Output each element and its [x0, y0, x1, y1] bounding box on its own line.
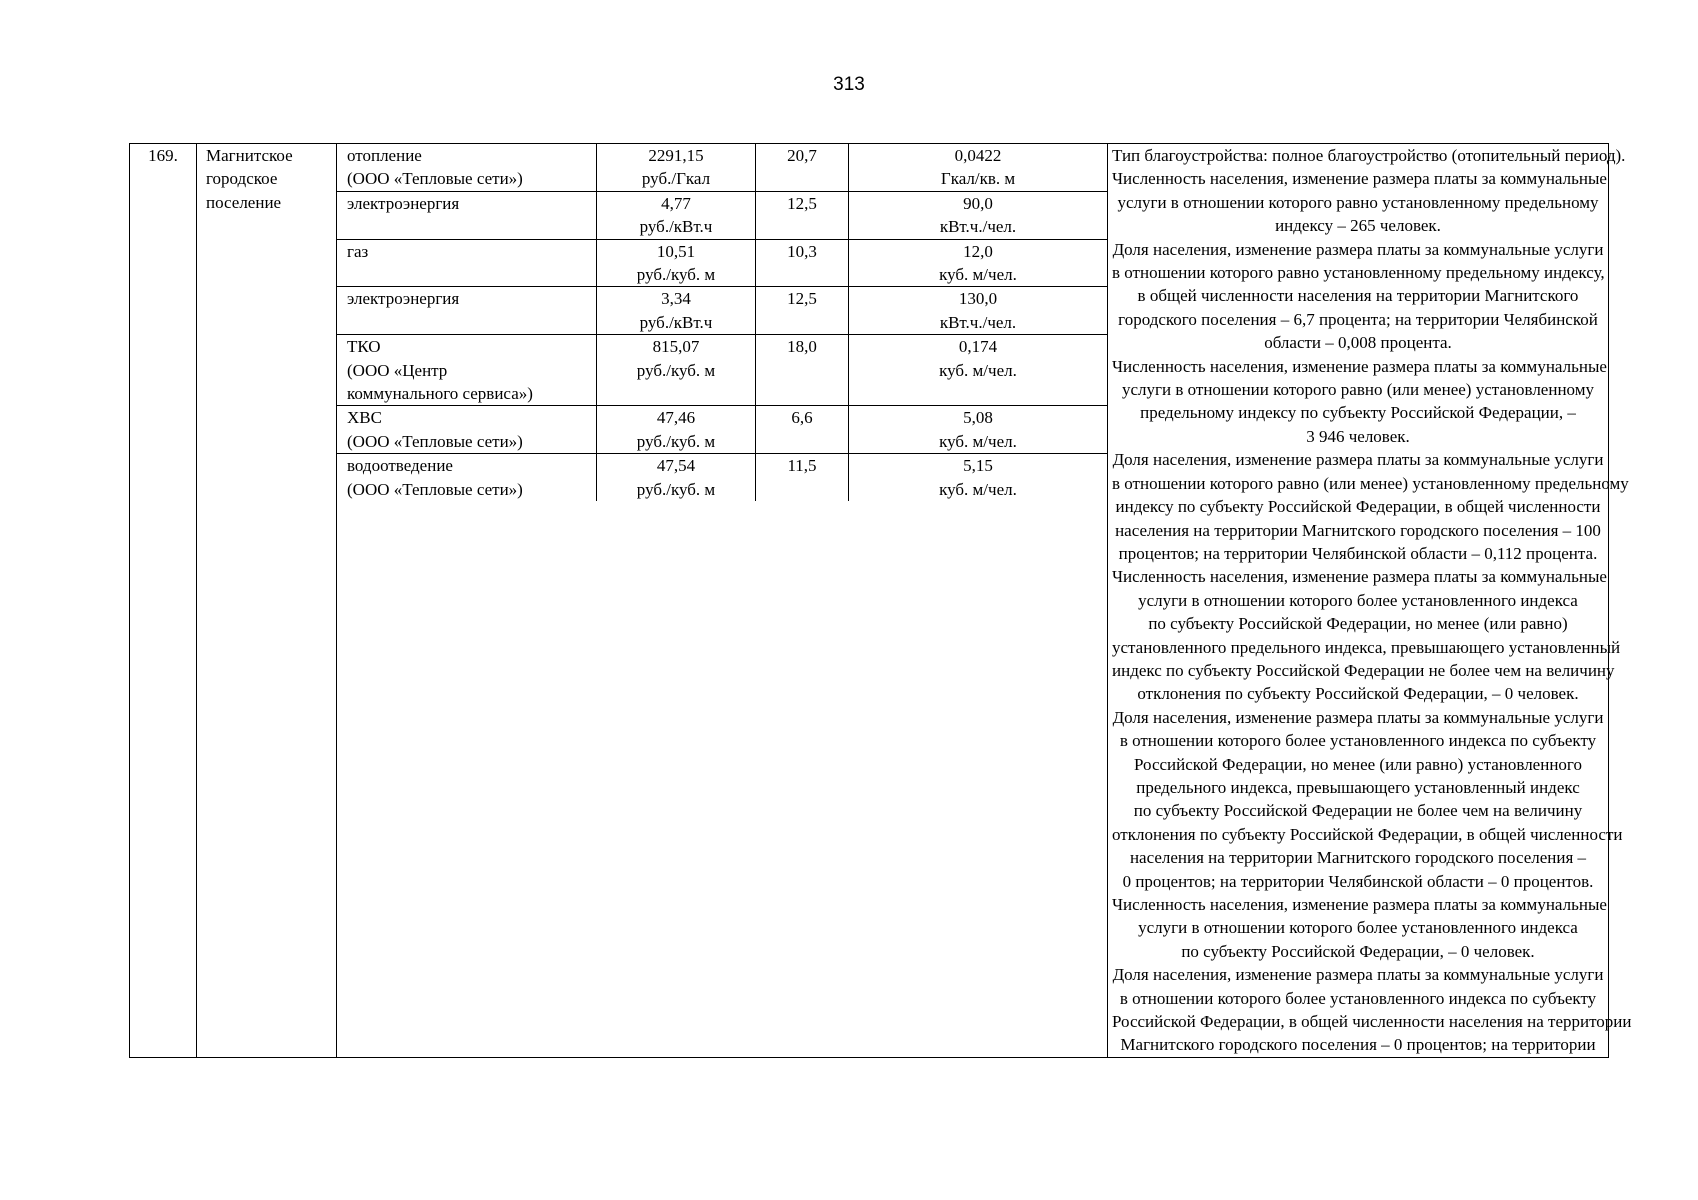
service-name-line: электроэнергия: [347, 289, 460, 309]
tariff-line: 10,51: [656, 241, 696, 261]
tariff-line: 47,46: [656, 408, 696, 428]
service-name-line: водоотведение: [347, 456, 453, 476]
consumption-volume-line: 90,0: [963, 193, 993, 213]
description-line: 3 946 человек.: [1306, 426, 1410, 446]
tariff-table: [129, 143, 1632, 1058]
description-line: процентов; на территории Челябинской области – 0,112 процента.: [1118, 543, 1598, 563]
description-line: в общей численности населения на территории Магнитского: [1137, 286, 1579, 306]
tariff-line: руб./кВт.ч: [639, 312, 713, 332]
page-number: 313: [833, 74, 865, 95]
consumption-volume: [849, 287, 1108, 335]
service-name-line: (ООО «Тепловые сети»): [347, 479, 523, 499]
consumption-volume-line: 5,15: [963, 456, 993, 476]
growth-percent-value: 12,5: [787, 193, 817, 213]
municipality-line: Магнитское: [206, 146, 293, 165]
tariff: [597, 287, 756, 335]
growth-percent: [756, 287, 849, 335]
services-cell: [337, 144, 1108, 1058]
growth-percent-value: 18,0: [787, 337, 817, 357]
consumption-volume: [849, 335, 1108, 406]
consumption-volume: [849, 144, 1108, 191]
municipality-line: городское: [206, 169, 278, 189]
tariff: [597, 335, 756, 406]
service-row: [337, 406, 1107, 454]
tariff: [597, 406, 756, 454]
tariff: [597, 191, 756, 239]
service-name-line: ХВС: [347, 408, 382, 428]
service-row: [337, 454, 1107, 501]
description-line: услуги в отношении которого более установленного индекса: [1138, 918, 1578, 938]
tariff: [597, 454, 756, 501]
tariff-line: 4,77: [661, 193, 691, 213]
description-line: в отношении которого равно (или менее) установленному предельному: [1112, 473, 1629, 493]
service-name-line: отопление: [347, 146, 422, 165]
growth-percent: [756, 144, 849, 191]
service-name: [337, 239, 597, 287]
service-name-line: коммунального сервиса»): [347, 384, 533, 404]
service-name-line: (ООО «Центр: [347, 360, 448, 380]
description-text: [1112, 144, 1632, 1057]
service-name-line: электроэнергия: [347, 193, 460, 213]
consumption-volume-line: 12,0: [963, 241, 993, 261]
growth-percent: [756, 239, 849, 287]
description-line: установленного предельного индекса, превышающего установленный: [1112, 637, 1621, 657]
service-row: [337, 287, 1107, 335]
description-line: отклонения по субъекту Российской Федерации, – 0 человек.: [1137, 684, 1579, 704]
service-name: [337, 287, 597, 335]
tariff-line: руб./куб. м: [636, 265, 716, 285]
service-row: [337, 239, 1107, 287]
description-line: городского поселения – 6,7 процента; на территории Челябинской: [1118, 309, 1598, 329]
description-line: услуги в отношении которого равно (или менее) установленному: [1122, 380, 1594, 400]
municipality-cell: [197, 144, 337, 1058]
tariff-line: 815,07: [652, 337, 700, 357]
description-line: индексу – 265 человек.: [1275, 216, 1441, 236]
tariff-line: 47,54: [656, 456, 696, 476]
description-line: индекс по субъекту Российской Федерации не более чем на величину: [1112, 660, 1615, 680]
service-name-line: ТКО: [347, 337, 381, 357]
description-line: области – 0,008 процента.: [1264, 333, 1452, 353]
description-line: населения на территории Магнитского городского поселения – 100: [1115, 520, 1601, 540]
service-row: [337, 335, 1107, 406]
tariff-line: руб./куб. м: [636, 360, 716, 380]
consumption-volume-line: 130,0: [958, 289, 998, 309]
description-line: Доля населения, изменение размера платы за коммунальные услуги: [1112, 239, 1604, 259]
description-line: отклонения по субъекту Российской Федерации, в общей численности: [1112, 824, 1623, 844]
municipality-line: поселение: [206, 192, 282, 212]
description-line: в отношении которого более установленного индекса по субъекту: [1119, 731, 1597, 751]
service-row: [337, 191, 1107, 239]
description-line: предельного индекса, превышающего установленный индекс: [1136, 777, 1580, 797]
description-line: 0 процентов; на территории Челябинской области – 0 процентов.: [1122, 871, 1594, 891]
growth-percent-value: 10,3: [787, 241, 817, 261]
description-line: Российской Федерации, в общей численности населения на территории: [1112, 1012, 1632, 1032]
services-table: [337, 144, 1107, 501]
description-line: Доля населения, изменение размера платы за коммунальные услуги: [1112, 965, 1604, 985]
consumption-volume: [849, 454, 1108, 501]
growth-percent: [756, 454, 849, 501]
description-line: по субъекту Российской Федерации не более чем на величину: [1133, 801, 1583, 821]
description-line: Магнитского городского поселения – 0 процентов; на территории: [1120, 1035, 1596, 1055]
description-line: Тип благоустройства: полное благоустройство (отопительный период).: [1112, 146, 1626, 165]
consumption-volume: [849, 406, 1108, 454]
growth-percent: [756, 335, 849, 406]
consumption-volume-line: 0,0422: [954, 146, 1002, 165]
service-row: [337, 144, 1107, 191]
description-line: населения на территории Магнитского городского поселения –: [1129, 848, 1587, 868]
consumption-volume: [849, 191, 1108, 239]
consumption-volume: [849, 239, 1108, 287]
description-line: в отношении которого более установленного индекса по субъекту: [1119, 988, 1597, 1008]
consumption-volume-line: 0,174: [958, 337, 998, 357]
description-line: Численность населения, изменение размера платы за коммунальные: [1112, 169, 1607, 189]
consumption-volume-line: Гкал/кв. м: [940, 169, 1016, 189]
consumption-volume-line: куб. м/чел.: [939, 479, 1017, 499]
description-line: Российской Федерации, но менее (или равно) установленного: [1134, 754, 1582, 774]
description-line: предельному индексу по субъекту Российской Федерации, –: [1140, 403, 1576, 423]
tariff-line: 2291,15: [648, 146, 704, 165]
service-name: [337, 406, 597, 454]
growth-percent-value: 6,6: [791, 408, 813, 428]
tariff-line: руб./куб. м: [636, 431, 716, 451]
description-line: услуги в отношении которого более установленного индекса: [1138, 590, 1578, 610]
description-line: Доля населения, изменение размера платы за коммунальные услуги: [1112, 450, 1604, 470]
description-line: по субъекту Российской Федерации, но менее (или равно): [1148, 614, 1568, 634]
growth-percent-value: 11,5: [787, 456, 817, 476]
tariff: [597, 239, 756, 287]
description-line: в отношении которого равно установленному предельному индексу,: [1112, 263, 1605, 283]
row-number-cell: [130, 144, 197, 1058]
consumption-volume-line: куб. м/чел.: [939, 360, 1017, 380]
tariff-line: руб./куб. м: [636, 479, 716, 499]
description-cell: [1108, 144, 1632, 1058]
growth-percent-value: 12,5: [787, 289, 817, 309]
consumption-volume-line: куб. м/чел.: [939, 265, 1017, 285]
growth-percent-value: 20,7: [787, 146, 817, 165]
service-name: [337, 144, 597, 191]
service-name-line: (ООО «Тепловые сети»): [347, 431, 523, 451]
growth-percent: [756, 191, 849, 239]
description-line: услуги в отношении которого равно установленному предельному: [1117, 192, 1599, 212]
description-line: Численность населения, изменение размера платы за коммунальные: [1112, 567, 1607, 587]
description-line: Доля населения, изменение размера платы за коммунальные услуги: [1112, 707, 1604, 727]
tariff-line: 3,34: [661, 289, 691, 309]
tariff-line: руб./Гкал: [641, 169, 711, 189]
description-line: по субъекту Российской Федерации, – 0 человек.: [1181, 941, 1535, 961]
consumption-volume-line: кВт.ч./чел.: [939, 217, 1017, 237]
consumption-volume-line: 5,08: [963, 408, 993, 428]
row-number: 169.: [148, 146, 178, 165]
description-line: индексу по субъекту Российской Федерации, в общей численности: [1115, 497, 1601, 517]
tariff-line: руб./кВт.ч: [639, 217, 713, 237]
description-line: Численность населения, изменение размера платы за коммунальные: [1112, 895, 1607, 914]
table-row: [130, 144, 1609, 1058]
service-name-line: (ООО «Тепловые сети»): [347, 169, 523, 189]
service-name: [337, 454, 597, 501]
description-line: Численность населения, изменение размера платы за коммунальные: [1112, 356, 1607, 376]
growth-percent: [756, 406, 849, 454]
tariff: [597, 144, 756, 191]
service-name-line: газ: [347, 241, 369, 261]
service-name: [337, 335, 597, 406]
consumption-volume-line: куб. м/чел.: [939, 431, 1017, 451]
consumption-volume-line: кВт.ч./чел.: [939, 312, 1017, 332]
service-name: [337, 191, 597, 239]
